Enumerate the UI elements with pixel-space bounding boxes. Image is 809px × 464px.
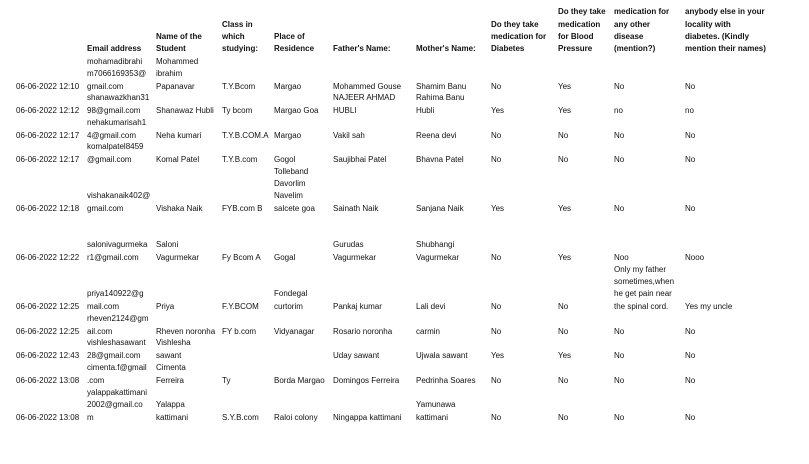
cell-diabetes: No — [491, 252, 502, 262]
cell-other: Only my father sometimes,when he get pain near the spinal cord. — [614, 264, 675, 311]
column-header-class: Class in which studying: — [222, 19, 258, 54]
cell-email: salonivagurmeka r1@gmail.com — [87, 240, 148, 262]
cell-other: No — [614, 375, 625, 385]
cell-ts: 06-06-2022 12:43 — [16, 350, 80, 360]
cell-place: Fondegal curtorim — [274, 289, 308, 311]
cell-anyone: No — [685, 326, 696, 336]
cell-ts: 06-06-2022 12:10 — [16, 81, 80, 91]
cell-anyone: No — [685, 203, 696, 213]
cell-name: Yalappa kattimani — [156, 400, 189, 422]
cell-ts: 06-06-2022 12:25 — [16, 326, 80, 336]
cell-email: yalappakattimani 2002@gmail.co m — [87, 388, 148, 422]
cell-father: Pankaj kumar — [333, 301, 382, 311]
column-header-name: Name of the Student — [156, 31, 202, 54]
cell-bp: Yes — [558, 350, 572, 360]
cell-name: Cimenta Ferreira — [156, 363, 186, 385]
cell-anyone: No — [685, 375, 696, 385]
cell-name: Saloni Vagurmekar — [156, 240, 199, 262]
cell-anyone: Nooo — [685, 252, 705, 262]
cell-diabetes: No — [491, 375, 502, 385]
cell-ts: 06-06-2022 12:17 — [16, 154, 80, 164]
cell-mother: Yamunawa kattimani — [416, 400, 456, 422]
cell-other: No — [614, 412, 625, 422]
cell-class: T.Y.B.com — [222, 154, 258, 164]
column-header-other: medication for any other disease (mention?) — [614, 7, 670, 54]
cell-email: komalpatel8459 @gmail.com — [87, 142, 144, 164]
cell-other: No — [614, 350, 625, 360]
cell-bp: Yes — [558, 203, 572, 213]
column-header-father: Father's Name: — [333, 44, 391, 54]
cell-ts: 06-06-2022 12:25 — [16, 301, 80, 311]
cell-class: T.Y.Bcom — [222, 81, 256, 91]
cell-bp: Yes — [558, 105, 572, 115]
cell-place: Gogol — [274, 154, 296, 164]
cell-bp: No — [558, 412, 569, 422]
cell-name: Rheven noronha — [156, 326, 216, 336]
cell-father: Rosario noronha — [333, 326, 393, 336]
cell-place: Vidyanagar — [274, 326, 315, 336]
cell-bp: Yes — [558, 252, 572, 262]
cell-other: No — [614, 81, 625, 91]
cell-ts: 06-06-2022 13:08 — [16, 412, 80, 422]
cell-bp: No — [558, 130, 569, 140]
cell-name: Shanawaz Hubli — [156, 105, 214, 115]
cell-diabetes: No — [491, 326, 502, 336]
cell-ts: 06-06-2022 12:22 — [16, 252, 80, 262]
column-header-bp: Do they take medication for Blood Pressure — [558, 7, 606, 54]
cell-father: Mohammed Gouse — [333, 81, 402, 91]
cell-other: Noo — [614, 252, 629, 262]
cell-ts: 06-06-2022 12:17 — [16, 130, 80, 140]
cell-place: Margao — [274, 81, 302, 91]
cell-class: FYB.com B — [222, 203, 263, 213]
cell-name: Mohammed ibrahim Papanavar — [156, 57, 199, 91]
cell-diabetes: No — [491, 154, 502, 164]
cell-diabetes: No — [491, 81, 502, 91]
cell-place: Gogal — [274, 252, 296, 262]
cell-place: Borda Margao — [274, 375, 325, 385]
cell-father: Vakil sah — [333, 130, 365, 140]
cell-father: Saujibhai Patel — [333, 154, 387, 164]
cell-mother: Rahima Banu Hubli — [416, 93, 465, 115]
cell-other: No — [614, 154, 625, 164]
cell-father: Sainath Naik — [333, 203, 379, 213]
cell-father: Gurudas Vagurmekar — [333, 240, 376, 262]
cell-other: no — [614, 105, 623, 115]
cell-email: cimenta.f@gmail .com — [87, 363, 147, 385]
cell-anyone: No — [685, 350, 696, 360]
cell-mother: Ujwala sawant — [416, 350, 468, 360]
cell-mother: Shubhangi Vagurmekar — [416, 240, 459, 262]
cell-diabetes: Yes — [491, 105, 505, 115]
cell-diabetes: No — [491, 130, 502, 140]
cell-class: FY b.com — [222, 326, 257, 336]
cell-anyone: No — [685, 412, 696, 422]
cell-diabetes: Yes — [491, 350, 505, 360]
cell-place: Margao Goa — [274, 105, 319, 115]
cell-mother: Reena devi — [416, 130, 457, 140]
cell-class: F.Y.BCOM — [222, 301, 259, 311]
column-header-anyone: anybody else in your locality with diabetes. (Kindly mention their names) — [685, 7, 766, 54]
cell-mother: Bhavna Patel — [416, 154, 464, 164]
cell-email: nehakumarisah1 4@gmail.com — [87, 118, 147, 140]
cell-name: Neha kumari — [156, 130, 202, 140]
cell-email: vishakanaik402@ gmail.com — [87, 191, 151, 213]
cell-anyone: No — [685, 81, 696, 91]
cell-email: rheven2124@gm ail.com — [87, 314, 149, 336]
cell-other: No — [614, 326, 625, 336]
cell-anyone: No — [685, 154, 696, 164]
cell-bp: Yes — [558, 81, 572, 91]
cell-anyone: No — [685, 130, 696, 140]
cell-class: S.Y.B.com — [222, 412, 259, 422]
column-header-place: Place of Residence — [274, 31, 315, 54]
cell-bp: No — [558, 375, 569, 385]
cell-mother: Lali devi — [416, 301, 446, 311]
cell-anyone: Yes my uncle — [685, 301, 733, 311]
cell-father: NAJEER AHMAD HUBLI — [333, 93, 396, 115]
cell-name: Vishaka Naik — [156, 203, 203, 213]
column-header-email: Email address — [87, 44, 142, 54]
cell-ts: 06-06-2022 13:08 — [16, 375, 80, 385]
cell-bp: No — [558, 154, 569, 164]
cell-name: Komal Patel — [156, 154, 200, 164]
cell-place: Tolleband Davorlim Navelim salcete goa — [274, 166, 315, 213]
cell-father: Uday sawant — [333, 350, 380, 360]
cell-place: Raloi colony — [274, 412, 318, 422]
cell-email: mohamadibrahi m7066169353@ gmail.com — [87, 57, 147, 91]
cell-name: Vishlesha sawant — [156, 338, 191, 360]
cell-class: Ty — [222, 375, 231, 385]
cell-mother: Shamim Banu — [416, 81, 467, 91]
cell-father: Ningappa kattimani — [333, 412, 402, 422]
cell-diabetes: Yes — [491, 203, 505, 213]
cell-ts: 06-06-2022 12:12 — [16, 105, 80, 115]
cell-father: Domingos Ferreira — [333, 375, 400, 385]
cell-class: Fy Bcom A — [222, 252, 261, 262]
cell-class: T.Y.B.COM.A — [222, 130, 269, 140]
cell-email: shanawazkhan31 98@gmail.com — [87, 93, 150, 115]
cell-bp: No — [558, 326, 569, 336]
cell-anyone: no — [685, 105, 694, 115]
cell-class: Ty bcom — [222, 105, 253, 115]
cell-ts: 06-06-2022 12:18 — [16, 203, 80, 213]
cell-email: priya140922@g mail.com — [87, 289, 144, 311]
cell-mother: Pedrinha Soares — [416, 375, 476, 385]
cell-mother: carmin — [416, 326, 441, 336]
column-header-mother: Mother's Name: — [416, 44, 476, 54]
cell-other: No — [614, 130, 625, 140]
cell-bp: No — [558, 301, 569, 311]
cell-diabetes: No — [491, 412, 502, 422]
cell-mother: Sanjana Naik — [416, 203, 464, 213]
cell-diabetes: No — [491, 301, 502, 311]
cell-place: Margao — [274, 130, 302, 140]
column-header-diabetes: Do they take medication for Diabetes — [491, 19, 547, 54]
cell-name: Priya — [156, 301, 175, 311]
cell-email: vishleshasawant 28@gmail.com — [87, 338, 146, 360]
cell-other: No — [614, 203, 625, 213]
